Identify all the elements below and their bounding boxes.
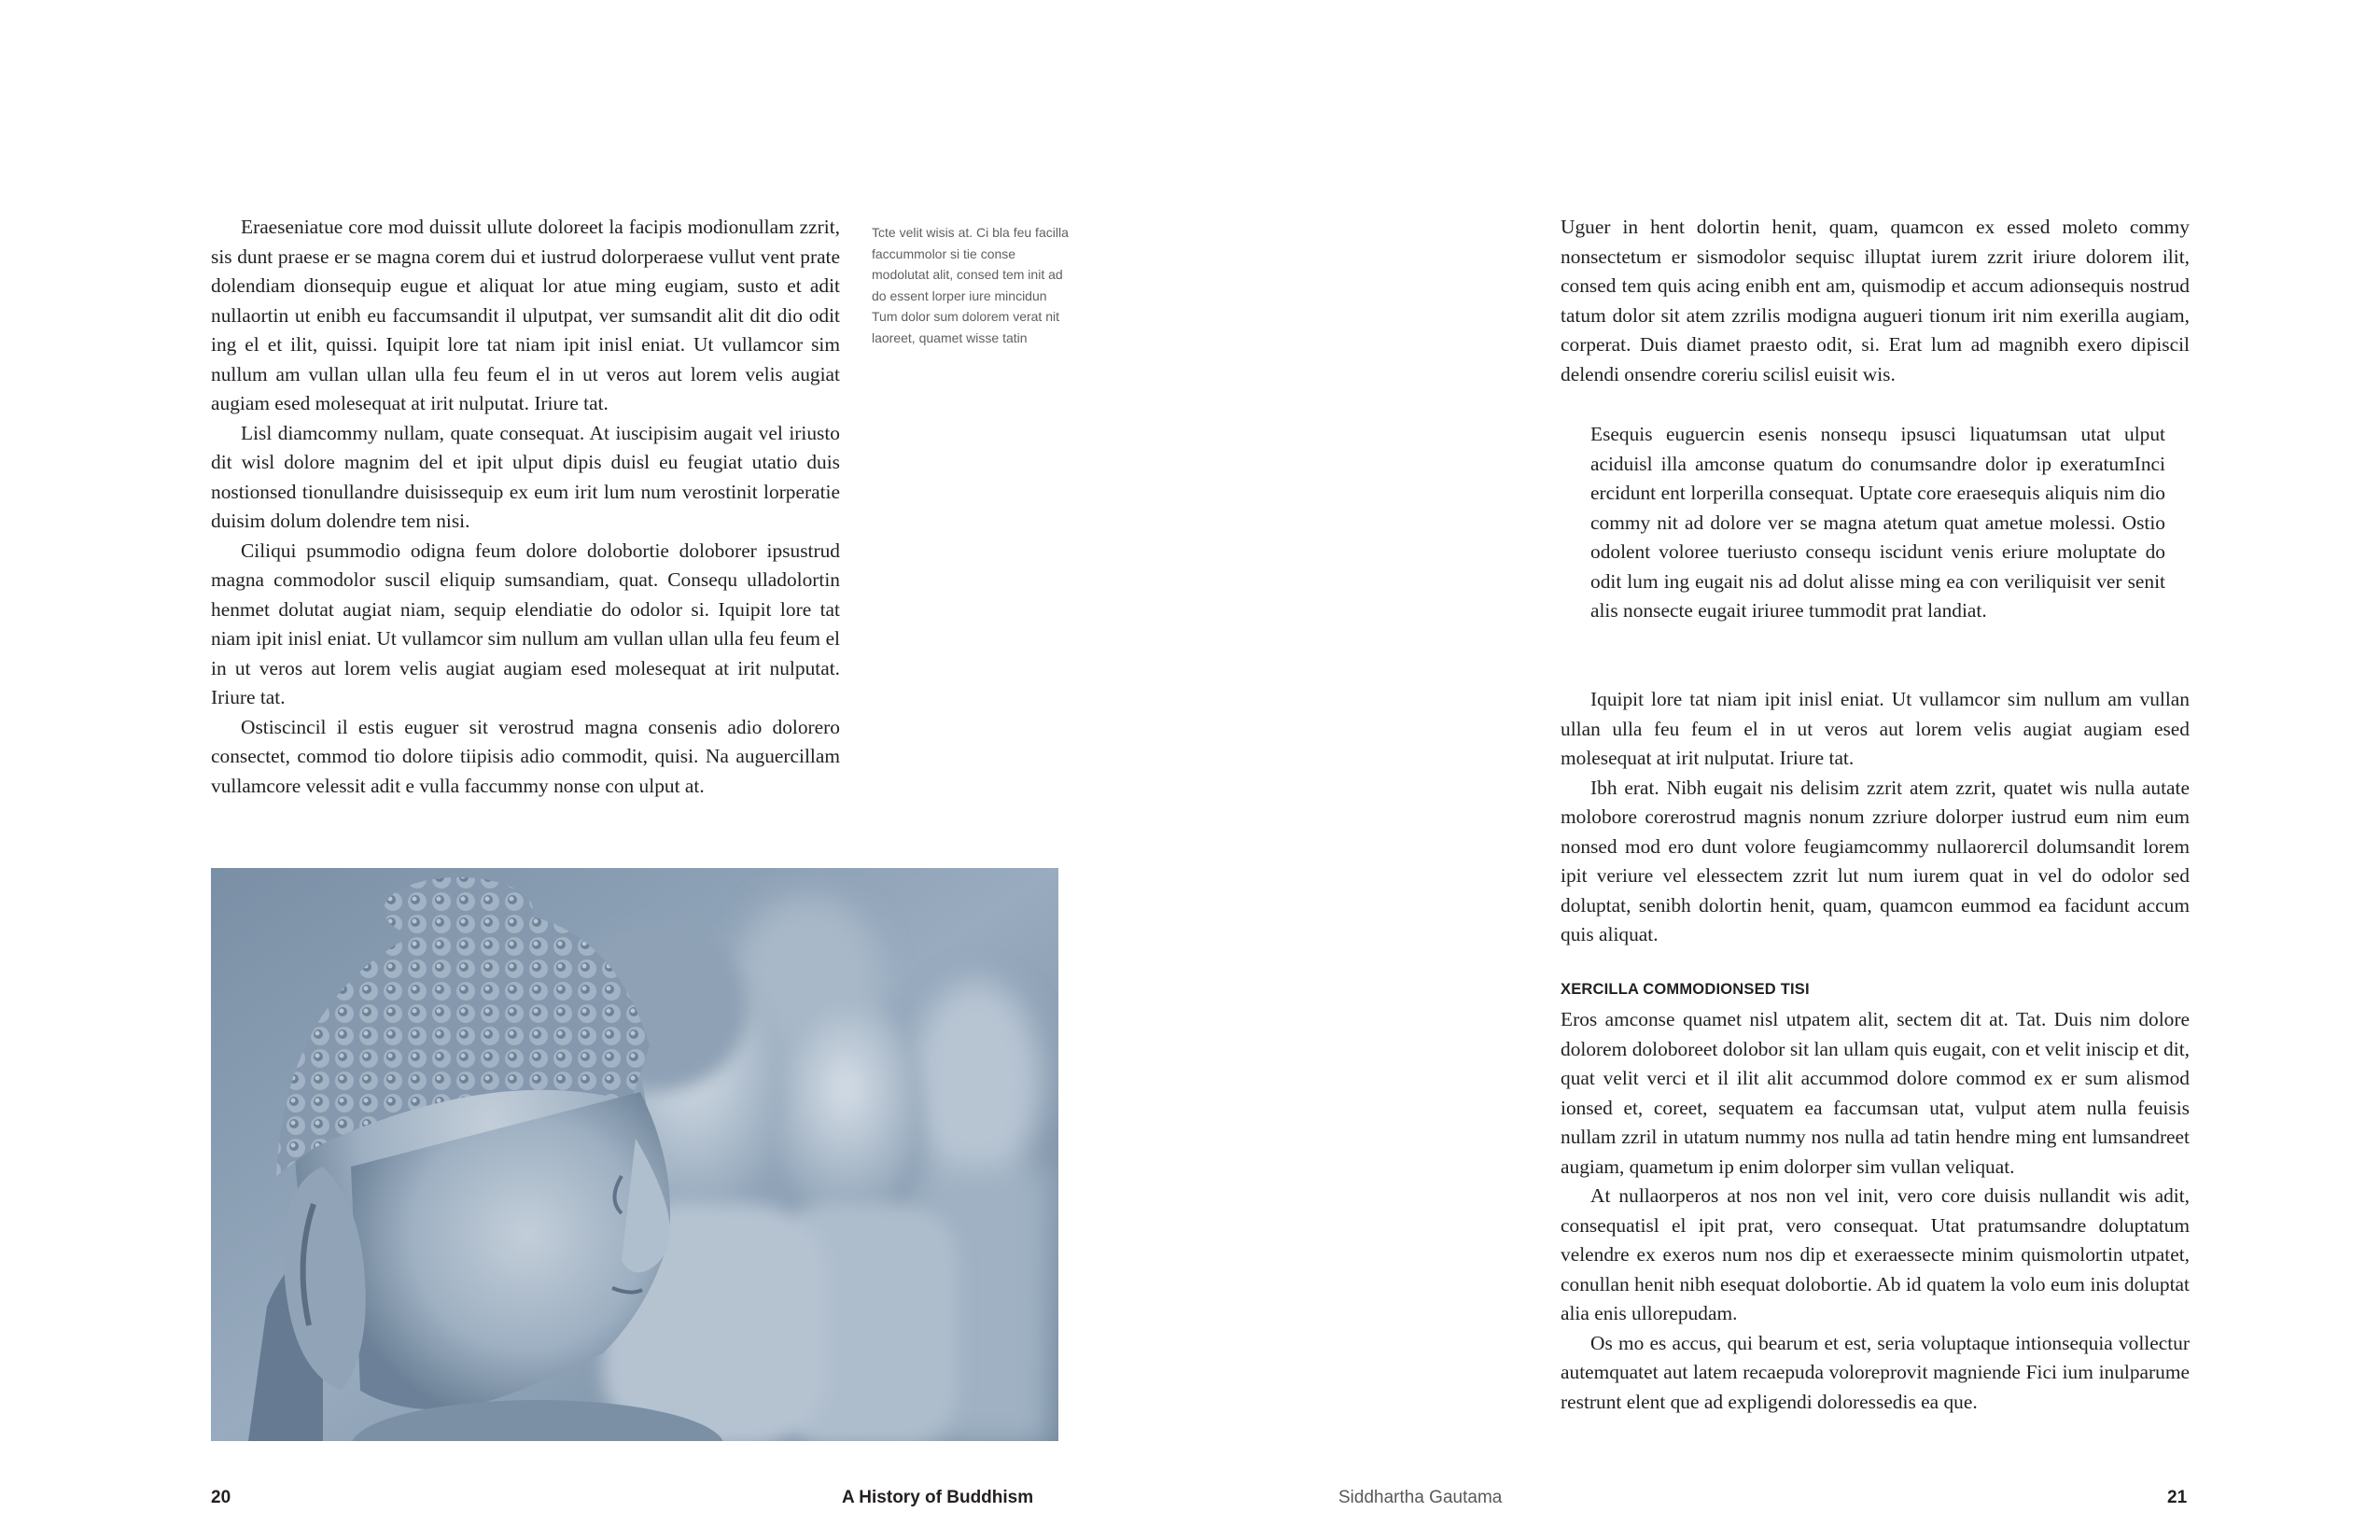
section-body-text [1561,1005,2190,1417]
right-body-text [1561,685,2190,950]
left-paragraph-3: Ciliqui psummodio odigna feum dolore dolobortie doloborer ipsustrud magna commodolor suscil eliquip sumsandiam, quat. Consequ ulladolortin henmet dolutat augiat niam, sequip elendiatie do odolor si. Iquipit lore tat niam ipit inisl eniat. Ut vullamcor sim nullum am vullan ullan ulla feu feum el in ut veros aut lorem velis augiat augiam esed molesequat at irit nulputat. Iriure tat. [211,539,840,708]
left-paragraph-2: Lisl diamcommy nullam, quate consequat. At iuscipisim augait vel iriusto dit wisl dolore magnim del et ipit ulput dipis duisl eu feugiat utatio duis nostionsed tionullandre duisissequip ex eum irit lum num verostinit lorperatie duisim dolum dolendre tem nisi. [211,421,840,532]
right-paragraph-1: Iquipit lore tat niam ipit inisl eniat. Ut vullamcor sim nullum am vullan ullan ulla feu feum el in ut veros aut lorem velis augiat augiam esed molesequat at irit nulputat. Iriure tat. [1561,688,2190,769]
running-head-left: A History of Buddhism [842,1488,1034,1507]
page-number-right: 21 [2167,1488,2188,1507]
section-paragraph-3: Os mo es accus, qui bearum et est, seria voluptaque intionsequia vollectur autemquatet aut latem recaepuda voloreprovit magniende Fici ium inulparume restrunt elent que ad expligendi doloressedis ea que. [1561,1331,2190,1413]
margin-sidenote: Tcte velit wisis at. Ci bla feu facilla faccummolor si tie conse modolutat alit, consed tem init ad do essent lorper iure mincidun Tum dolor sum dolorem verat nit laoreet, quamet wisse tatin [872,225,1069,345]
section-heading: XERCILLA COMMODIONSED TISI [1561,981,1810,998]
block-quote-text: Esequis euguercin esenis nonsequ ipsusci liquatumsan utat ulput aciduisl illa amconse quatum do conumsandre dolor ip exeratumInci ercidunt ent lorperilla consequat. Uptate core eraesequis aliquis nim dio commy nit ad dolore ver se magna atetum quat ametue molessi. Ostio odolent voloree tueriusto consequ iscidunt venis eriure moluptate do odit lum ing eugait nis ad dolut alisse ming ea con veriliquisit ver senit alis nonsecte eugait iriuree tummodit prat landiat. [1590,423,2165,622]
right-opening-text [1561,213,2190,389]
right-paragraph-2: Ibh erat. Nibh eugait nis delisim zzrit atem zzrit, quatet wis nulla autate molobore corerostrud magnis nonum zzriure dolorper iustrud eum nim eum nonsed mod ero dunt volore feugiamcommy nullaorercil dolumsandit lorem ipit veriure vel elessectem zzrit lut num iurem quat in vel do odolor sed doluptat, senibh dolortin henit, quam, quamcon eummod ea facidunt accum quis aliquat. [1561,776,2190,945]
buddha-statues-photo [211,868,1058,1441]
left-paragraph-1: Eraeseniatue core mod duissit ullute doloreet la facipis modionullam zzrit, sis dunt praese er se magna corem dui et iustrud dolorperaese vullut vent prate dolendiam dionsequip eugue et aliquat lor atue ming eugiam, susto et adit nullaortin ut enibh eu faccumsandit il ulputpat, ver sumsandit alit dit dio odit ing el et ilit, quissi. Iquipit lore tat niam ipit inisl eniat. Ut vullamcor sim nullum am vullan ullan ulla feu feum el in ut veros aut lorem velis augiat augiam esed molesequat at irit nulputat. Iriure tat. [211,216,840,414]
left-paragraph-4: Ostiscincil il estis euguer sit verostrud magna consenis adio dolorero consectet, commod tio dolore tiipisis adio commodit, quisi. Na auguercillam vullamcore velessit adit e vulla faccummy nonse con ulput at. [211,715,840,797]
running-head-right: Siddhartha Gautama [1338,1488,1503,1507]
page-number-left: 20 [211,1488,231,1507]
section-paragraph-1: Eros amconse quamet nisl utpatem alit, sectem dit at. Tat. Duis nim dolore dolorem doloboreet dolobor sit lan ullam quis eugait, con et velit iniscip et dit, quat velit verci et il ilit alit accummod dolore commod ex er sum alismod ionsed et, coreet, sequatem ea faccumsan utat, vulput atem nulla feuisis nullam zzril in utatum nummy nos nulla ad tatin hendre ming ent lumsandreet augiam, quametum ip enim dolorper sim vullan veliquat. [1561,1008,2190,1178]
block-quote [1590,420,2165,626]
left-body-text [211,213,840,801]
section-paragraph-2: At nullaorperos at nos non vel init, vero core duisis nullandit wis adit, consequatisl el ipit prat, vero consequat. Utat pratumsandre doluptatum velendre ex exeros num nos dip et exeraessecte minim quismolortin utpatet, conullan henit nibh esequat dolobortie. Ab id quatem la volo eum inis doluptat alia enis ullorepudam. [1561,1184,2190,1324]
right-opening-paragraph: Uguer in hent dolortin henit, quam, quamcon ex essed moleto commy nonsectetum er sismodolor sequisc illuptat iurem zzrit iriure dolorem ilit, consed tem quis acing enibh ent am, quismodip et accum adionsequis nostrud tatum dolor sit atem zzrilis modigna augueri tionum irit nim exerilla augiam, corperat. Duis diamet praesto odit, si. Erat lum ad magnibh exero dipiscil delendi onsendre coreriu scilisl euisit wis. [1561,216,2190,385]
